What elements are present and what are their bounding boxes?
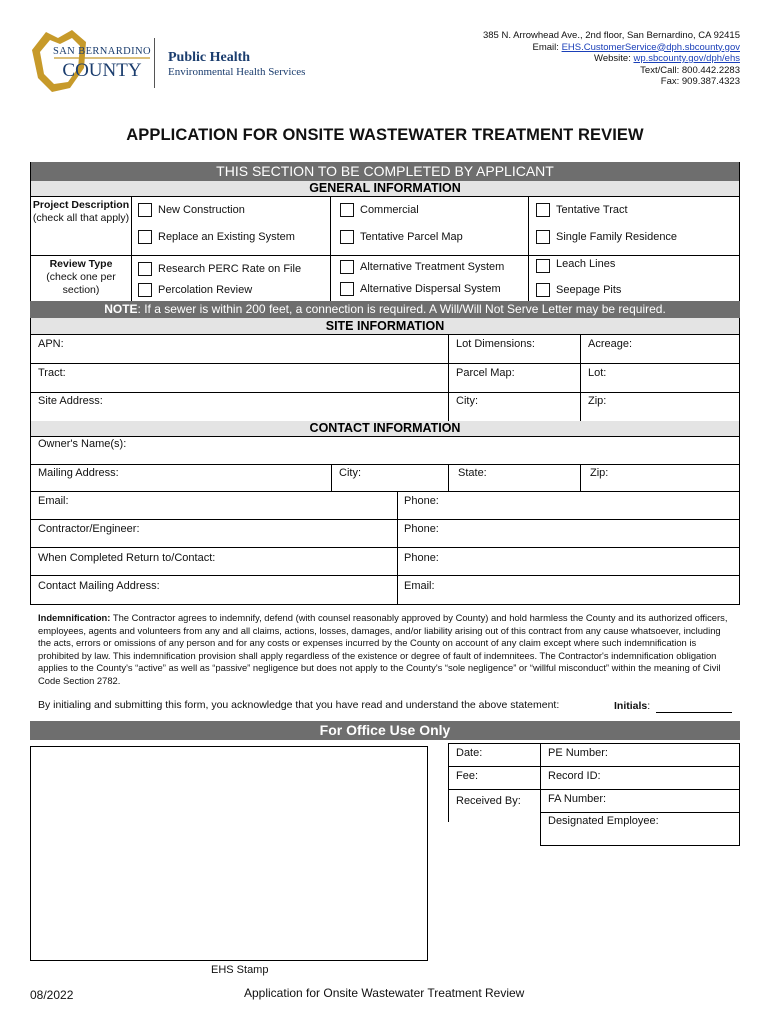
project-description-label xyxy=(31,199,131,225)
received-by-label: Received By: xyxy=(456,795,521,807)
pe-number-label: PE Number: xyxy=(548,747,608,759)
grid-line xyxy=(540,845,739,846)
option-research-perc: Research PERC Rate on File xyxy=(158,263,302,275)
contractor-phone-label: Phone: xyxy=(404,523,439,535)
checkbox-replace-existing[interactable] xyxy=(138,230,152,244)
website-link[interactable]: wp.sbcounty.gov/dph/ehs xyxy=(633,53,740,64)
acknowledgement-text: By initialing and submitting this form, you acknowledge that you have read and understand the above statement: xyxy=(38,699,560,711)
org-subtitle: Environmental Health Services xyxy=(168,66,306,78)
option-alt-treatment: Alternative Treatment System xyxy=(360,261,505,273)
option-tentative-parcel-map: Tentative Parcel Map xyxy=(360,231,463,243)
grid-line xyxy=(331,464,332,491)
contractor-label: Contractor/Engineer: xyxy=(38,523,140,535)
note-text: : If a sewer is within 200 feet, a connection is required. A Will/Will Not Serve Letter may be required. xyxy=(137,302,666,316)
document-title: APPLICATION FOR ONSITE WASTEWATER TREATMENT REVIEW xyxy=(126,126,644,144)
checkbox-tentative-parcel-map[interactable] xyxy=(340,230,354,244)
project-label-bold: Project Description xyxy=(32,199,130,211)
initials-colon: : xyxy=(647,700,651,712)
owners-name-label: Owner's Name(s): xyxy=(38,438,127,450)
indemnification-paragraph xyxy=(38,612,734,688)
contact-email-label: Email: xyxy=(404,580,435,592)
checkbox-seepage-pits[interactable] xyxy=(536,283,550,297)
checkbox-single-family[interactable] xyxy=(536,230,550,244)
parcel-map-label: Parcel Map: xyxy=(456,367,515,379)
checkbox-tentative-tract[interactable] xyxy=(536,203,550,217)
grid-line xyxy=(30,421,31,604)
grid-line xyxy=(30,575,740,576)
logo-divider xyxy=(154,38,155,88)
grid-line xyxy=(739,318,740,421)
lot-label: Lot: xyxy=(588,367,607,379)
grid-line xyxy=(739,162,740,301)
grid-line xyxy=(448,334,449,421)
option-commercial: Commercial xyxy=(360,204,419,216)
office-use-banner: For Office Use Only xyxy=(30,721,740,740)
checkbox-percolation-review[interactable] xyxy=(138,283,152,297)
county-logo xyxy=(28,28,318,98)
contact-city-label: City: xyxy=(339,467,361,479)
acreage-label: Acreage: xyxy=(588,338,633,350)
contact-mailing-label: Contact Mailing Address: xyxy=(38,580,160,592)
indemnification-text: The Contractor agrees to indemnify, defend (with counsel reasonably approved by County) and hold harmless the County and its authorized officers, employees, agents and volunteers from any and all claims, actions, losses, damages, and/or liability arising out of this contract from any cause whatsoever, including the acts, errors or omissions of any person and for any costs or expenses incurred by the County on account of any claim except where such indemnification is prohibited by law. This indemnification provision shall apply regardless of the existence or degree of fault of indemnitees. The Contractor's indemnification obligation applies to the County's “active” as well as “passive” negligence but does not apply to the County's “sole negligence” or “willful misconduct” within the meaning of Civil Code Section 2782. xyxy=(38,612,728,686)
review-label-bold: Review Type xyxy=(49,258,113,270)
grid-line xyxy=(30,334,740,335)
grid-line xyxy=(448,464,449,491)
site-city-label: City: xyxy=(456,395,478,407)
apn-label: APN: xyxy=(38,338,64,350)
option-leach-lines: Leach Lines xyxy=(556,258,616,270)
grid-line xyxy=(739,743,740,846)
mailing-address-label: Mailing Address: xyxy=(38,467,119,479)
fa-number-label: FA Number: xyxy=(548,793,607,805)
county-wordmark xyxy=(50,42,154,86)
site-info-heading: SITE INFORMATION xyxy=(30,318,740,334)
email-label: Email: xyxy=(38,495,69,507)
grid-line xyxy=(448,766,739,767)
initials-field xyxy=(614,700,650,712)
initials-label: Initials xyxy=(614,700,648,712)
checkbox-research-perc[interactable] xyxy=(138,262,152,276)
option-seepage-pits: Seepage Pits xyxy=(556,284,622,296)
grid-line xyxy=(540,812,739,813)
ehs-stamp-box xyxy=(30,746,428,961)
fee-label: Fee: xyxy=(456,770,479,782)
grid-line xyxy=(448,789,739,790)
address-line: 385 N. Arrowhead Ave., 2nd floor, San Bernardino, CA 92415 xyxy=(482,30,740,41)
email-line xyxy=(533,42,740,54)
grid-line xyxy=(397,491,398,604)
contact-zip-label: Zip: xyxy=(590,467,609,479)
grid-line xyxy=(30,318,31,421)
footer-date: 08/2022 xyxy=(30,988,74,1002)
grid-line xyxy=(30,519,740,520)
grid-line xyxy=(30,436,740,437)
applicant-banner: THIS SECTION TO BE COMPLETED BY APPLICANT xyxy=(30,162,740,181)
option-percolation-review: Percolation Review xyxy=(158,284,253,296)
grid-line xyxy=(30,547,740,548)
textcall-line: Text/Call: 800.442.2283 xyxy=(640,64,740,76)
grid-line xyxy=(330,196,331,255)
tract-label: Tract: xyxy=(38,367,66,379)
sewer-note xyxy=(30,301,740,318)
contact-info-heading: CONTACT INFORMATION xyxy=(30,421,740,436)
email-label: Email: xyxy=(532,41,559,53)
grid-line xyxy=(131,196,132,301)
checkbox-new-construction[interactable] xyxy=(138,203,152,217)
svg-text:COUNTY: COUNTY xyxy=(62,60,142,81)
org-title: Public Health xyxy=(168,50,251,65)
grid-line xyxy=(528,255,529,301)
grid-line xyxy=(528,196,529,255)
return-to-label: When Completed Return to/Contact: xyxy=(38,552,216,564)
grid-line xyxy=(30,491,740,492)
email-link[interactable]: EHS.CustomerService@dph.sbcounty.gov xyxy=(561,41,740,53)
grid-line xyxy=(30,392,740,393)
site-zip-label: Zip: xyxy=(588,395,607,407)
return-phone-label: Phone: xyxy=(404,552,439,564)
grid-line xyxy=(448,743,449,822)
site-address-label: Site Address: xyxy=(38,395,103,407)
option-alt-dispersal: Alternative Dispersal System xyxy=(360,283,501,295)
record-id-label: Record ID: xyxy=(548,770,601,782)
option-replace-existing: Replace an Existing System xyxy=(158,231,295,243)
website-label: Website: xyxy=(594,53,631,64)
project-label-note: (check all that apply) xyxy=(32,212,130,224)
option-single-family: Single Family Residence xyxy=(556,231,678,243)
designated-employee-label: Designated Employee: xyxy=(548,815,659,827)
footer-title: Application for Onsite Wastewater Treatment Review xyxy=(244,986,525,1000)
website-line xyxy=(594,53,740,65)
note-label: NOTE xyxy=(104,302,138,316)
checkbox-commercial[interactable] xyxy=(340,203,354,217)
fax-line: Fax: 909.387.4323 xyxy=(660,76,740,87)
option-new-construction: New Construction xyxy=(158,204,245,216)
ehs-stamp-caption: EHS Stamp xyxy=(211,964,269,976)
grid-line xyxy=(30,604,740,605)
checkbox-alt-treatment[interactable] xyxy=(340,260,354,274)
grid-line xyxy=(580,464,581,491)
office-date-label: Date: xyxy=(456,747,483,759)
phone-label: Phone: xyxy=(404,495,439,507)
lot-dimensions-label: Lot Dimensions: xyxy=(456,338,535,350)
initials-input-line[interactable] xyxy=(656,712,732,713)
grid-line xyxy=(30,255,740,256)
option-tentative-tract: Tentative Tract xyxy=(556,204,628,216)
review-label-note: (check one per section) xyxy=(46,271,116,296)
grid-line xyxy=(30,363,740,364)
grid-line xyxy=(580,334,581,421)
grid-line xyxy=(739,421,740,604)
checkbox-leach-lines[interactable] xyxy=(536,259,550,273)
grid-line xyxy=(30,464,740,465)
indemnification-label: Indemnification: xyxy=(38,612,111,623)
grid-line xyxy=(448,743,739,744)
review-type-label xyxy=(31,258,131,297)
general-info-heading: GENERAL INFORMATION xyxy=(30,181,740,196)
grid-line xyxy=(540,743,541,846)
svg-text:SAN BERNARDINO: SAN BERNARDINO xyxy=(52,46,152,57)
grid-line xyxy=(30,196,740,197)
grid-line xyxy=(330,255,331,301)
checkbox-alt-dispersal[interactable] xyxy=(340,282,354,296)
contact-state-label: State: xyxy=(458,467,487,479)
